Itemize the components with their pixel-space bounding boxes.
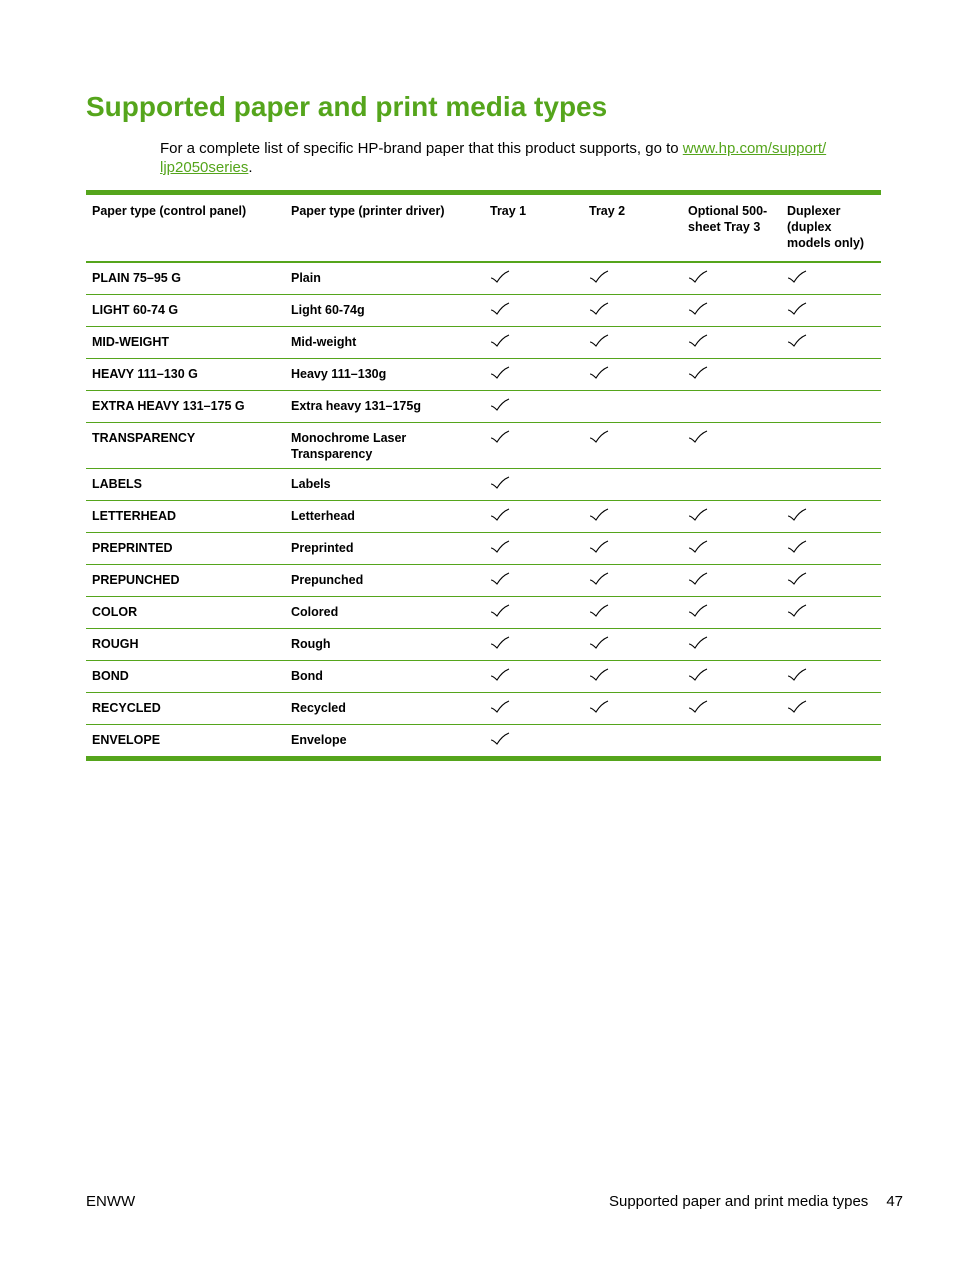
check-icon <box>490 270 510 284</box>
table-row <box>86 391 881 423</box>
cell-support-4 <box>781 501 881 533</box>
cell-support-3 <box>682 469 781 501</box>
check-icon <box>490 572 510 586</box>
check-icon <box>688 572 708 586</box>
cell-support-3 <box>682 597 781 629</box>
cell-printer-driver: Rough <box>285 629 484 661</box>
cell-support-1 <box>484 359 583 391</box>
footer-section: Supported paper and print media types <box>608 1193 869 1210</box>
check-icon <box>787 604 807 618</box>
cell-support-3 <box>682 533 781 565</box>
cell-support-1 <box>484 725 583 759</box>
cell-control-panel: RECYCLED <box>86 693 285 725</box>
cell-control-panel: LIGHT 60-74 G <box>86 295 285 327</box>
check-icon <box>688 430 708 444</box>
intro-end: . <box>248 159 253 176</box>
cell-support-3 <box>682 327 781 359</box>
cell-printer-driver: Labels <box>285 469 484 501</box>
cell-support-3 <box>682 565 781 597</box>
cell-support-4 <box>781 565 881 597</box>
media-types-table <box>86 190 881 761</box>
cell-support-3 <box>682 501 781 533</box>
support-link[interactable]: www.hp.com/support/ ljp2050series <box>160 140 827 176</box>
check-icon <box>490 636 510 650</box>
table-row <box>86 597 881 629</box>
cell-support-4 <box>781 262 881 295</box>
check-icon <box>589 668 609 682</box>
check-icon <box>688 636 708 650</box>
cell-control-panel: BOND <box>86 661 285 693</box>
check-icon <box>688 334 708 348</box>
cell-printer-driver: Mid-weight <box>285 327 484 359</box>
check-icon <box>787 270 807 284</box>
table-body <box>86 262 881 759</box>
check-icon <box>787 668 807 682</box>
table-row <box>86 629 881 661</box>
cell-control-panel: PREPRINTED <box>86 533 285 565</box>
cell-support-3 <box>682 629 781 661</box>
cell-support-1 <box>484 423 583 469</box>
check-icon <box>589 572 609 586</box>
check-icon <box>589 604 609 618</box>
cell-support-2 <box>583 629 682 661</box>
cell-support-1 <box>484 262 583 295</box>
cell-support-2 <box>583 693 682 725</box>
cell-printer-driver: Prepunched <box>285 565 484 597</box>
table-row <box>86 262 881 295</box>
intro-text: For a complete list of specific HP-brand paper that this product supports, go to <box>160 140 683 157</box>
check-icon <box>688 540 708 554</box>
table-row <box>86 533 881 565</box>
check-icon <box>490 508 510 522</box>
cell-support-4 <box>781 295 881 327</box>
header-tray1: Tray 1 <box>484 193 583 263</box>
check-icon <box>490 366 510 380</box>
cell-support-1 <box>484 501 583 533</box>
cell-support-4 <box>781 391 881 423</box>
cell-printer-driver: Monochrome Laser Transparency <box>285 423 484 469</box>
check-icon <box>787 302 807 316</box>
cell-support-2 <box>583 262 682 295</box>
check-icon <box>490 430 510 444</box>
cell-printer-driver: Envelope <box>291 733 347 747</box>
cell-support-1 <box>484 661 583 693</box>
cell-control-panel: EXTRA HEAVY 131–175 G <box>86 391 285 423</box>
table-row <box>86 693 881 725</box>
header-control-panel: Paper type (control panel) <box>86 193 285 263</box>
cell-support-3 <box>682 661 781 693</box>
table-row <box>86 661 881 693</box>
cell-support-2 <box>583 533 682 565</box>
check-icon <box>490 540 510 554</box>
cell-support-3 <box>682 423 781 469</box>
table-row <box>86 501 881 533</box>
check-icon <box>589 430 609 444</box>
check-icon <box>490 476 510 490</box>
cell-support-1 <box>484 629 583 661</box>
cell-support-2 <box>583 501 682 533</box>
table-row <box>86 725 881 759</box>
page-title: Supported paper and print media types <box>86 91 608 122</box>
cell-support-4 <box>781 629 881 661</box>
header-duplexer: Duplexer (duplex models only) <box>781 193 881 263</box>
check-icon <box>589 270 609 284</box>
footer-left: ENWW <box>86 1193 136 1210</box>
cell-support-1 <box>484 565 583 597</box>
check-icon <box>490 732 510 746</box>
cell-support-4 <box>781 423 881 469</box>
cell-printer-driver: Heavy 111–130g <box>285 359 484 391</box>
cell-control-panel: TRANSPARENCY <box>86 423 285 469</box>
check-icon <box>787 334 807 348</box>
cell-support-3 <box>682 725 781 759</box>
cell-control-panel: PLAIN 75–95 G <box>86 262 285 295</box>
check-icon <box>688 604 708 618</box>
cell-control-panel: HEAVY 111–130 G <box>86 359 285 391</box>
cell-support-2 <box>583 359 682 391</box>
check-icon <box>688 668 708 682</box>
check-icon <box>787 540 807 554</box>
check-icon <box>490 302 510 316</box>
table-row <box>86 359 881 391</box>
page-number: 47 <box>886 1193 903 1210</box>
cell-support-4 <box>781 693 881 725</box>
table-row <box>86 423 881 469</box>
cell-control-panel: LETTERHEAD <box>86 501 285 533</box>
cell-support-2 <box>583 327 682 359</box>
cell-printer-driver: Bond <box>285 661 484 693</box>
table-header-row <box>86 193 881 263</box>
cell-control-panel: ROUGH <box>86 629 285 661</box>
check-icon <box>589 334 609 348</box>
cell-support-2 <box>583 661 682 693</box>
check-icon <box>490 700 510 714</box>
cell-support-4 <box>781 597 881 629</box>
header-tray3: Optional 500-sheet Tray 3 <box>682 193 781 263</box>
cell-control-panel: MID-WEIGHT <box>86 327 285 359</box>
cell-support-4 <box>781 533 881 565</box>
table-row <box>86 565 881 597</box>
cell-control-panel: COLOR <box>86 597 285 629</box>
check-icon <box>490 334 510 348</box>
check-icon <box>490 604 510 618</box>
check-icon <box>787 508 807 522</box>
footer-right <box>609 1193 903 1210</box>
check-icon <box>589 366 609 380</box>
cell-printer-driver: Recycled <box>285 693 484 725</box>
check-icon <box>787 572 807 586</box>
cell-support-2 <box>583 423 682 469</box>
cell-support-3 <box>682 391 781 423</box>
cell-support-4 <box>781 661 881 693</box>
check-icon <box>589 302 609 316</box>
cell-support-4 <box>781 359 881 391</box>
check-icon <box>490 668 510 682</box>
cell-support-1 <box>484 327 583 359</box>
cell-support-3 <box>682 295 781 327</box>
cell-control-panel: LABELS <box>86 469 285 501</box>
check-icon <box>589 636 609 650</box>
cell-support-1 <box>484 597 583 629</box>
cell-support-2 <box>583 597 682 629</box>
check-icon <box>688 700 708 714</box>
check-icon <box>688 270 708 284</box>
cell-support-1 <box>484 469 583 501</box>
cell-support-3 <box>682 359 781 391</box>
cell-printer-driver: Extra heavy 131–175g <box>285 391 484 423</box>
cell-printer-driver: Plain <box>285 262 484 295</box>
cell-support-3 <box>682 262 781 295</box>
check-icon <box>589 700 609 714</box>
cell-support-4 <box>781 327 881 359</box>
cell-support-1 <box>484 533 583 565</box>
cell-printer-driver: Light 60-74g <box>285 295 484 327</box>
cell-support-4 <box>781 469 881 501</box>
cell-printer-driver: Preprinted <box>285 533 484 565</box>
table-row <box>86 327 881 359</box>
cell-support-1 <box>484 693 583 725</box>
cell-support-1 <box>484 295 583 327</box>
check-icon <box>589 540 609 554</box>
cell-control-panel: ENVELOPE <box>92 733 161 747</box>
cell-support-2 <box>583 295 682 327</box>
cell-support-2 <box>583 725 682 759</box>
table-row <box>86 295 881 327</box>
cell-support-2 <box>583 391 682 423</box>
cell-support-2 <box>583 565 682 597</box>
cell-control-panel: PREPUNCHED <box>86 565 285 597</box>
check-icon <box>688 366 708 380</box>
cell-support-2 <box>583 469 682 501</box>
cell-support-1 <box>484 391 583 423</box>
check-icon <box>688 508 708 522</box>
check-icon <box>688 302 708 316</box>
check-icon <box>490 398 510 412</box>
cell-printer-driver: Colored <box>285 597 484 629</box>
intro-paragraph <box>160 139 880 177</box>
check-icon <box>787 700 807 714</box>
table-row <box>86 469 881 501</box>
cell-support-4 <box>781 725 881 759</box>
check-icon <box>589 508 609 522</box>
header-printer-driver: Paper type (printer driver) <box>285 193 484 263</box>
header-tray2: Tray 2 <box>583 193 682 263</box>
cell-printer-driver: Letterhead <box>285 501 484 533</box>
cell-support-3 <box>682 693 781 725</box>
